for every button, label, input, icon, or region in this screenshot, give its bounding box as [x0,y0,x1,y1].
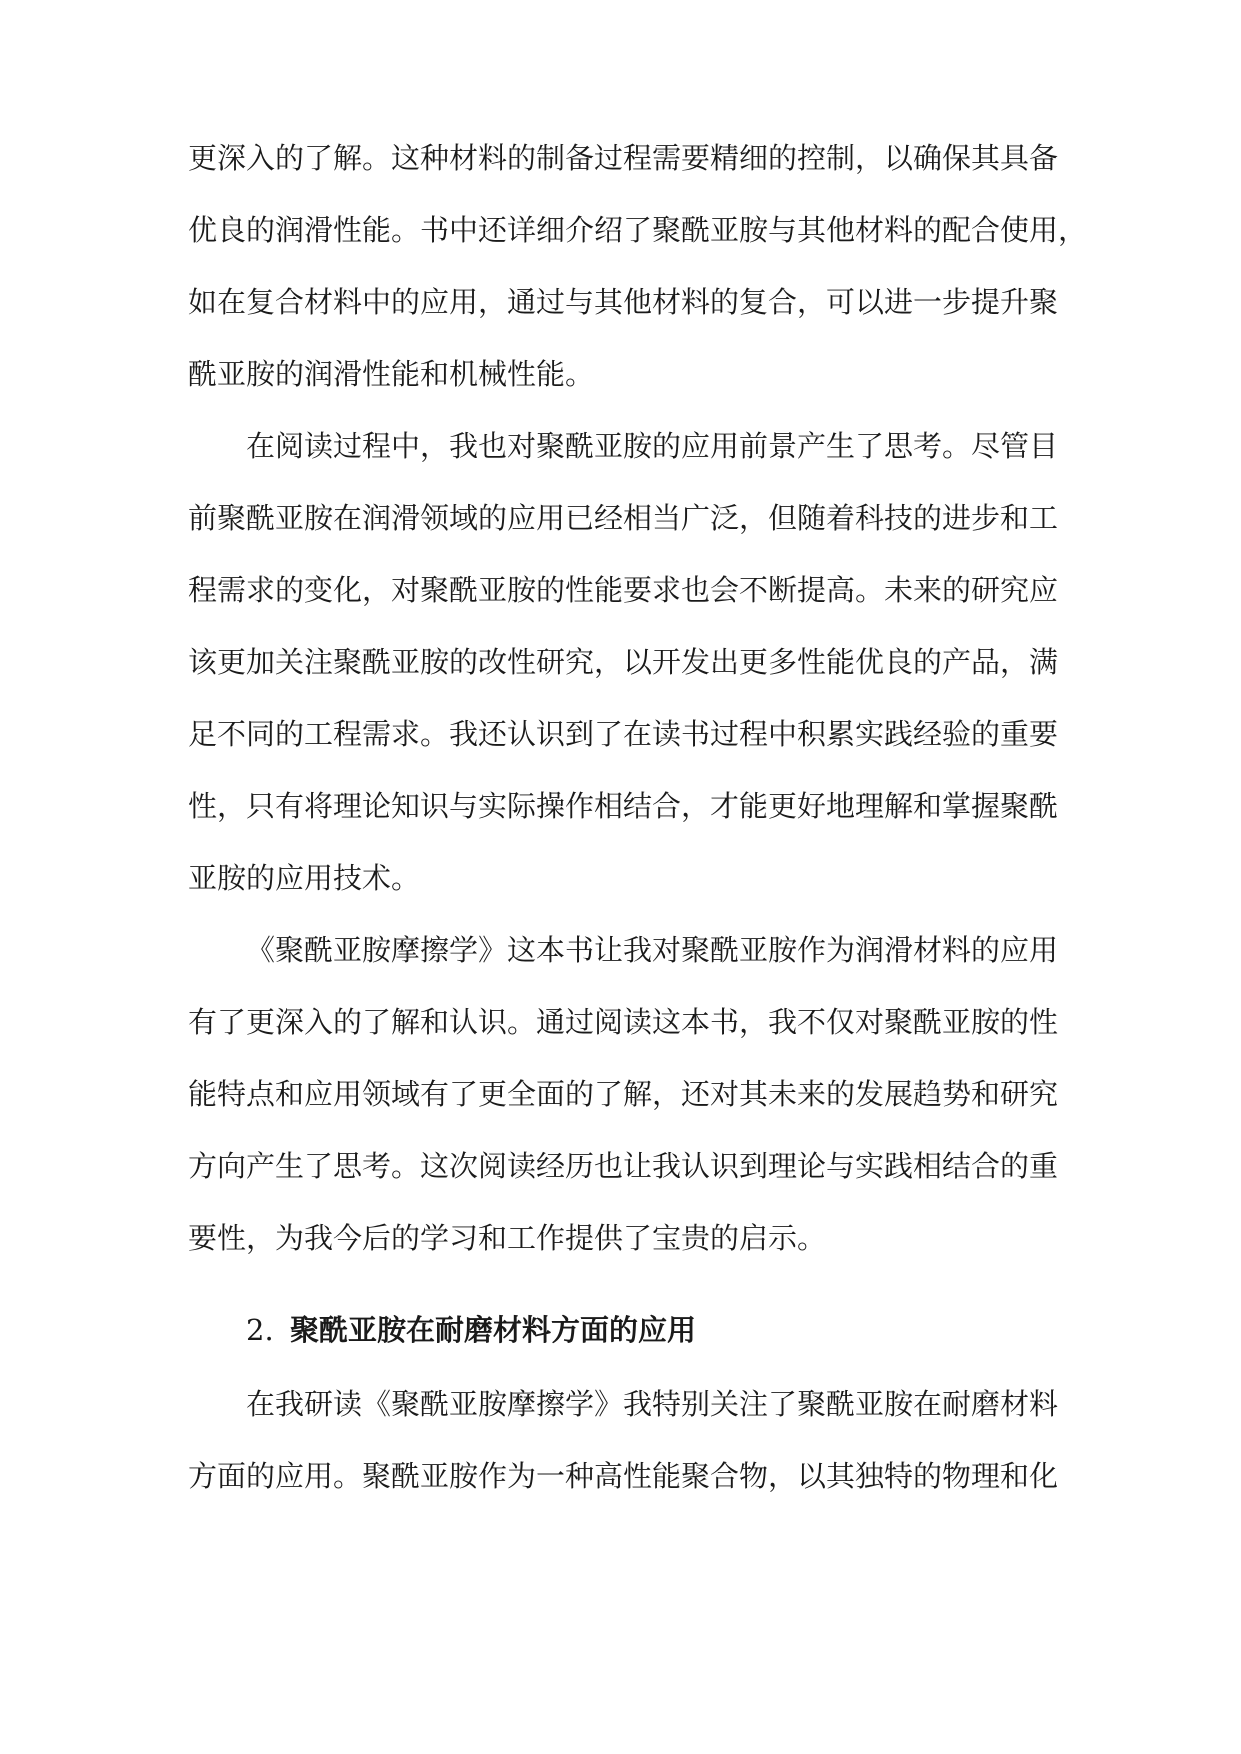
paragraph-1-line-3: 如在复合材料中的应用，通过与其他材料的复合，可以进一步提升聚 [188,285,1059,319]
section-paragraph-line-2: 方面的应用。聚酰亚胺作为一种高性能聚合物，以其独特的物理和化 [188,1459,1059,1493]
paragraph-2-line-1: 在阅读过程中，我也对聚酰亚胺的应用前景产生了思考。尽管目 [246,429,1059,463]
paragraph-2-line-2: 前聚酰亚胺在润滑领域的应用已经相当广泛，但随着科技的进步和工 [188,501,1059,535]
paragraph-1-line-4: 酰亚胺的润滑性能和机械性能。 [188,357,595,391]
paragraph-3-line-4: 方向产生了思考。这次阅读经历也让我认识到理论与实践相结合的重 [188,1149,1059,1183]
paragraph-2-line-5: 足不同的工程需求。我还认识到了在读书过程中积累实践经验的重要 [188,717,1059,751]
paragraph-2-line-7: 亚胺的应用技术。 [188,861,421,895]
paragraph-3-line-3: 能特点和应用领域有了更全面的了解，还对其未来的发展趋势和研究 [188,1077,1059,1111]
section-title: 聚酰亚胺在耐磨材料方面的应用 [290,1313,697,1347]
section-heading [246,1310,696,1350]
paragraph-2-line-3: 程需求的变化，对聚酰亚胺的性能要求也会不断提高。未来的研究应 [188,573,1059,607]
paragraph-2-line-6: 性，只有将理论知识与实际操作相结合，才能更好地理解和掌握聚酰 [188,789,1059,823]
paragraph-2-line-4: 该更加关注聚酰亚胺的改性研究，以开发出更多性能优良的产品，满 [188,645,1059,679]
paragraph-3-line-5: 要性，为我今后的学习和工作提供了宝贵的启示。 [188,1221,827,1255]
paragraph-1-line-1: 更深入的了解。这种材料的制备过程需要精细的控制，以确保其具备 [188,141,1059,175]
paragraph-1-line-2: 优良的润滑性能。书中还详细介绍了聚酰亚胺与其他材料的配合使用， [188,213,1088,247]
section-paragraph-line-1: 在我研读《聚酰亚胺摩擦学》我特别关注了聚酰亚胺在耐磨材料 [246,1387,1059,1421]
paragraph-3-line-2: 有了更深入的了解和认识。通过阅读这本书，我不仅对聚酰亚胺的性 [188,1005,1059,1039]
section-number: 2. [246,1313,274,1347]
paragraph-3-line-1: 《聚酰亚胺摩擦学》这本书让我对聚酰亚胺作为润滑材料的应用 [246,933,1059,967]
